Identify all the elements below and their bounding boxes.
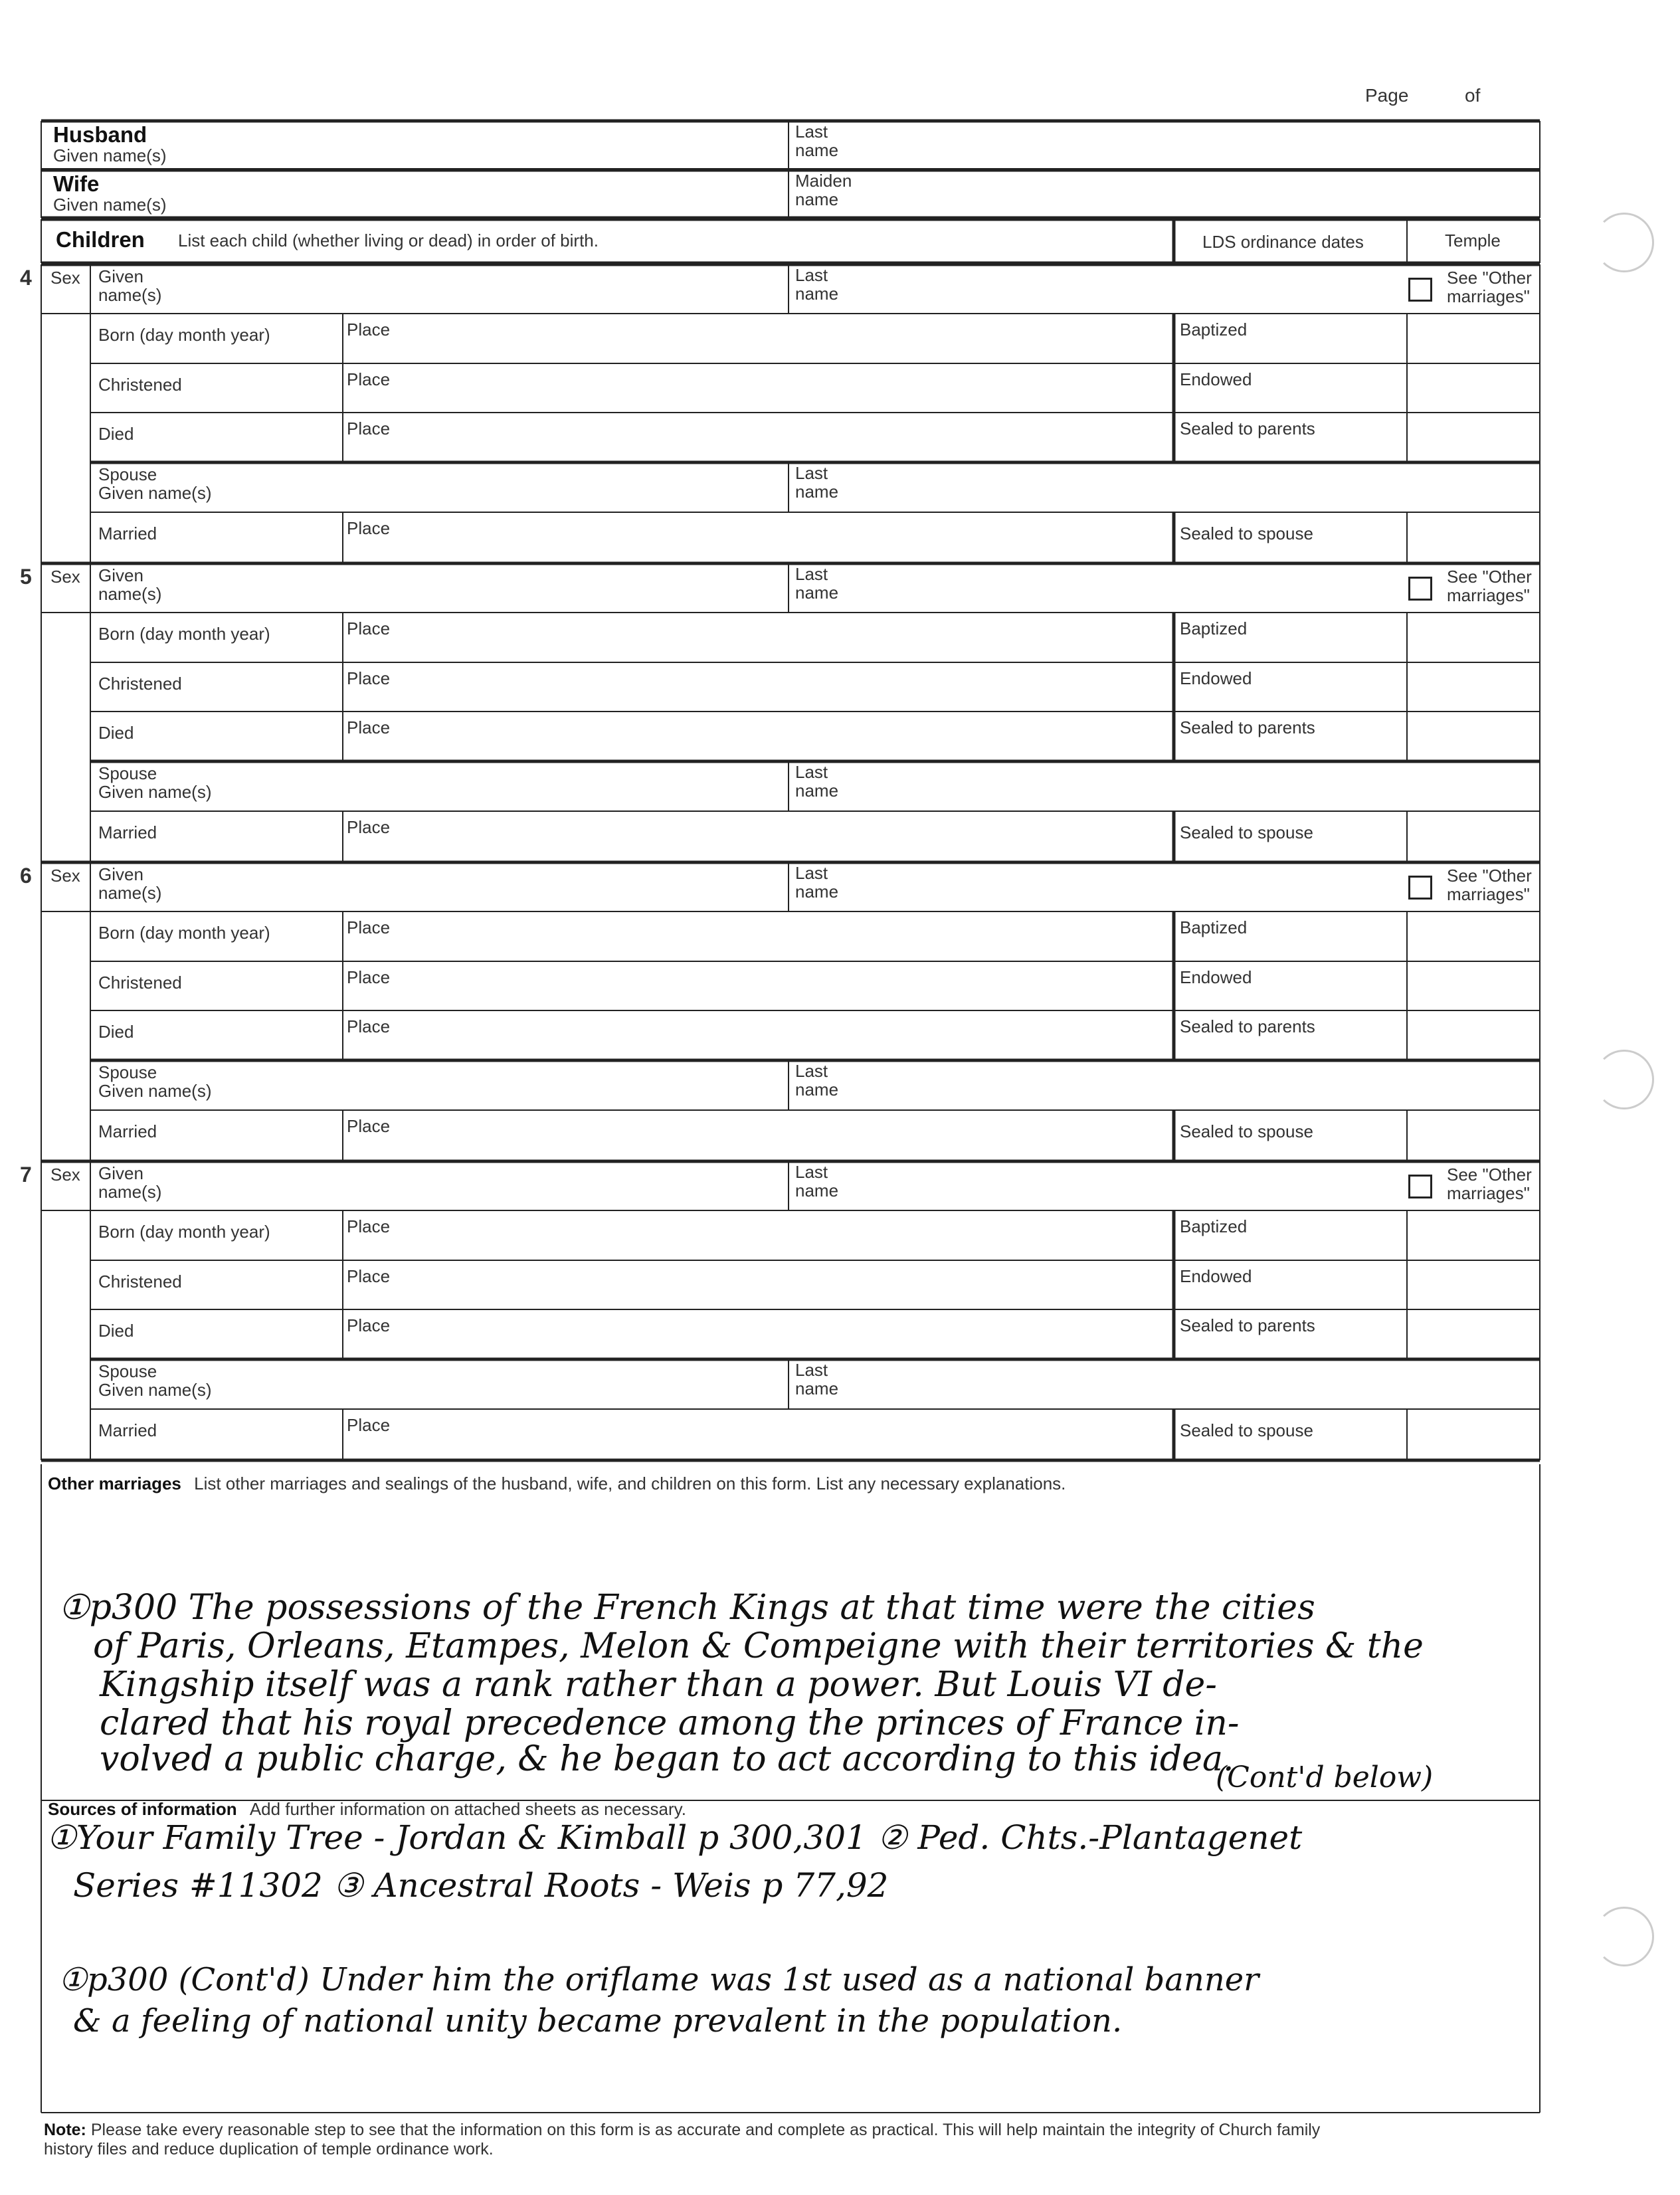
sources-header <box>48 1799 686 1820</box>
baptized-label: Baptized <box>1180 619 1248 638</box>
sources-note-line: ①p300 (Cont'd) Under him the oriflame was 1st used as a national banner <box>58 1961 1260 1998</box>
sources-title: Sources of information <box>48 1799 237 1819</box>
died-label: Died <box>98 1321 134 1341</box>
last-name-label: Last <box>795 1162 828 1182</box>
see-other-marriages-label: marriages" <box>1447 286 1530 306</box>
place-label: Place <box>347 619 391 638</box>
child-number: 6 <box>20 864 32 888</box>
given-name-sub-label: name(s) <box>98 1182 162 1202</box>
spouse-label: Spouse <box>98 464 157 484</box>
sex-label: Sex <box>50 268 80 288</box>
sources-instruction: Add further information on attached sheets as necessary. <box>249 1799 686 1819</box>
binder-hole-mark <box>1594 213 1654 272</box>
binder-hole-mark <box>1594 1050 1654 1109</box>
spouse-given-name-label: Given name(s) <box>98 782 212 802</box>
wife-maiden-label: Maiden <box>795 171 852 191</box>
spouse-label: Spouse <box>98 1062 157 1082</box>
note-title: Note: <box>44 2121 86 2139</box>
wife-given-label: Given name(s) <box>53 195 167 215</box>
baptized-label: Baptized <box>1180 1216 1248 1236</box>
place-label: Place <box>347 1116 391 1136</box>
spouse-last-label: Last <box>795 463 828 483</box>
place-label: Place <box>347 668 391 688</box>
spouse-given-name-label: Given name(s) <box>98 1380 212 1400</box>
see-other-marriages-label: marriages" <box>1447 1183 1530 1203</box>
married-label: Married <box>98 524 157 543</box>
place-label: Place <box>347 320 391 339</box>
sealed-to-parents-label: Sealed to parents <box>1180 1016 1315 1036</box>
spouse-given-name-label: Given name(s) <box>98 483 212 503</box>
sources-note-line: Series #11302 ③ Ancestral Roots - Weis p 77,92 <box>73 1866 889 1905</box>
child-number: 4 <box>20 266 32 290</box>
given-name-label: Given <box>98 266 143 286</box>
other-marriages-note-line: of Paris, Orleans, Etampes, Melon & Compeigne with their territories & the <box>93 1626 1424 1666</box>
given-name-label: Given <box>98 1163 143 1183</box>
given-name-sub-label: name(s) <box>98 883 162 903</box>
see-other-marriages-label: See "Other <box>1447 567 1532 587</box>
given-name-label: Given <box>98 864 143 884</box>
sealed-to-spouse-label: Sealed to spouse <box>1180 822 1313 842</box>
husband-given-label: Given name(s) <box>53 145 167 165</box>
christened-label: Christened <box>98 375 182 395</box>
children-title: Children <box>56 227 145 252</box>
husband-last-name-label: name <box>795 140 839 160</box>
spouse-label: Spouse <box>98 1361 157 1381</box>
sources-note-line: ①Your Family Tree - Jordan & Kimball p 300,301 ② Ped. Chts.-Plantagenet <box>47 1818 1303 1857</box>
died-label: Died <box>98 424 134 444</box>
last-name-label: Last <box>795 863 828 883</box>
place-label: Place <box>347 1315 391 1335</box>
married-label: Married <box>98 1121 157 1141</box>
sex-label: Sex <box>50 866 80 886</box>
children-instruction: List each child (whether living or dead) in order of birth. <box>178 231 599 250</box>
spouse-last-name-label: name <box>795 482 839 502</box>
born-label: Born (day month year) <box>98 1222 270 1242</box>
died-label: Died <box>98 723 134 743</box>
see-other-marriages-label: See "Other <box>1447 1165 1532 1185</box>
temple-label: Temple <box>1445 231 1501 250</box>
place-label: Place <box>347 1016 391 1036</box>
see-other-marriages-label: See "Other <box>1447 268 1532 288</box>
spouse-last-label: Last <box>795 1360 828 1380</box>
place-label: Place <box>347 917 391 937</box>
place-label: Place <box>347 1216 391 1236</box>
endowed-label: Endowed <box>1180 668 1252 688</box>
other-marriages-note-line: Kingship itself was a rank rather than a power. But Louis VI de- <box>100 1665 1217 1705</box>
married-label: Married <box>98 1420 157 1440</box>
sealed-to-parents-label: Sealed to parents <box>1180 717 1315 737</box>
note-text-line-2: history files and reduce duplication of temple ordinance work. <box>44 2140 494 2158</box>
wife-maiden-name-label: name <box>795 189 839 209</box>
sex-label: Sex <box>50 567 80 587</box>
see-other-marriages-label: See "Other <box>1447 866 1532 886</box>
place-label: Place <box>347 1415 391 1435</box>
last-name-sub-label: name <box>795 882 839 902</box>
spouse-last-name-label: name <box>795 781 839 801</box>
sealed-to-spouse-label: Sealed to spouse <box>1180 1420 1313 1440</box>
other-marriages-header <box>48 1474 1066 1494</box>
spouse-given-name-label: Given name(s) <box>98 1081 212 1101</box>
husband-last-label: Last <box>795 122 828 142</box>
christened-label: Christened <box>98 973 182 993</box>
child-number: 5 <box>20 565 32 589</box>
spouse-label: Spouse <box>98 763 157 783</box>
place-label: Place <box>347 967 391 987</box>
spouse-last-name-label: name <box>795 1080 839 1099</box>
baptized-label: Baptized <box>1180 917 1248 937</box>
sealed-to-spouse-label: Sealed to spouse <box>1180 1121 1313 1141</box>
given-name-label: Given <box>98 565 143 585</box>
last-name-sub-label: name <box>795 583 839 603</box>
endowed-label: Endowed <box>1180 967 1252 987</box>
given-name-sub-label: name(s) <box>98 285 162 305</box>
place-label: Place <box>347 369 391 389</box>
last-name-label: Last <box>795 564 828 584</box>
page-label: Page <box>1365 85 1409 106</box>
spouse-last-label: Last <box>795 1061 828 1081</box>
place-label: Place <box>347 717 391 737</box>
other-marriages-note-line: ①p300 The possessions of the French Kings at that time were the cities <box>58 1588 1315 1628</box>
born-label: Born (day month year) <box>98 624 270 644</box>
other-marriages-note-line: clared that his royal precedence among the princes of France in- <box>100 1703 1240 1743</box>
endowed-label: Endowed <box>1180 369 1252 389</box>
last-name-sub-label: name <box>795 284 839 304</box>
christened-label: Christened <box>98 674 182 694</box>
sealed-to-parents-label: Sealed to parents <box>1180 1315 1315 1335</box>
endowed-label: Endowed <box>1180 1266 1252 1286</box>
christened-label: Christened <box>98 1272 182 1291</box>
place-label: Place <box>347 817 391 837</box>
last-name-label: Last <box>795 265 828 285</box>
wife-label: Wife <box>53 171 100 196</box>
spouse-last-name-label: name <box>795 1379 839 1398</box>
born-label: Born (day month year) <box>98 923 270 943</box>
other-marriages-note-line: (Cont'd below) <box>1216 1761 1434 1794</box>
baptized-label: Baptized <box>1180 320 1248 339</box>
husband-label: Husband <box>53 122 147 147</box>
place-label: Place <box>347 1266 391 1286</box>
born-label: Born (day month year) <box>98 325 270 345</box>
sealed-to-spouse-label: Sealed to spouse <box>1180 524 1313 543</box>
place-label: Place <box>347 419 391 438</box>
lds-ordinance-dates-label: LDS ordinance dates <box>1202 232 1364 252</box>
place-label: Place <box>347 518 391 538</box>
other-marriages-title: Other marriages <box>48 1474 181 1493</box>
other-marriages-note-line: volved a public charge, & he began to act according to this idea. <box>100 1739 1234 1779</box>
note-text-line-1: Please take every reasonable step to see that the information on this form is as accurate and complete as practical. This will help maintain the integrity of Church family <box>90 2121 1321 2139</box>
given-name-sub-label: name(s) <box>98 584 162 604</box>
sex-label: Sex <box>50 1165 80 1185</box>
footer-note <box>44 2121 1565 2159</box>
child-number: 7 <box>20 1163 32 1187</box>
spouse-last-label: Last <box>795 762 828 782</box>
married-label: Married <box>98 822 157 842</box>
other-marriages-instruction: List other marriages and sealings of the husband, wife, and children on this form. List any necessary explanations. <box>194 1474 1066 1493</box>
sealed-to-parents-label: Sealed to parents <box>1180 419 1315 438</box>
see-other-marriages-label: marriages" <box>1447 884 1530 904</box>
see-other-marriages-label: marriages" <box>1447 585 1530 605</box>
sources-note-line: & a feeling of national unity became prevalent in the population. <box>73 2002 1123 2040</box>
last-name-sub-label: name <box>795 1181 839 1200</box>
page-of-label: of <box>1465 85 1481 106</box>
binder-hole-mark <box>1594 1907 1654 1966</box>
died-label: Died <box>98 1022 134 1042</box>
